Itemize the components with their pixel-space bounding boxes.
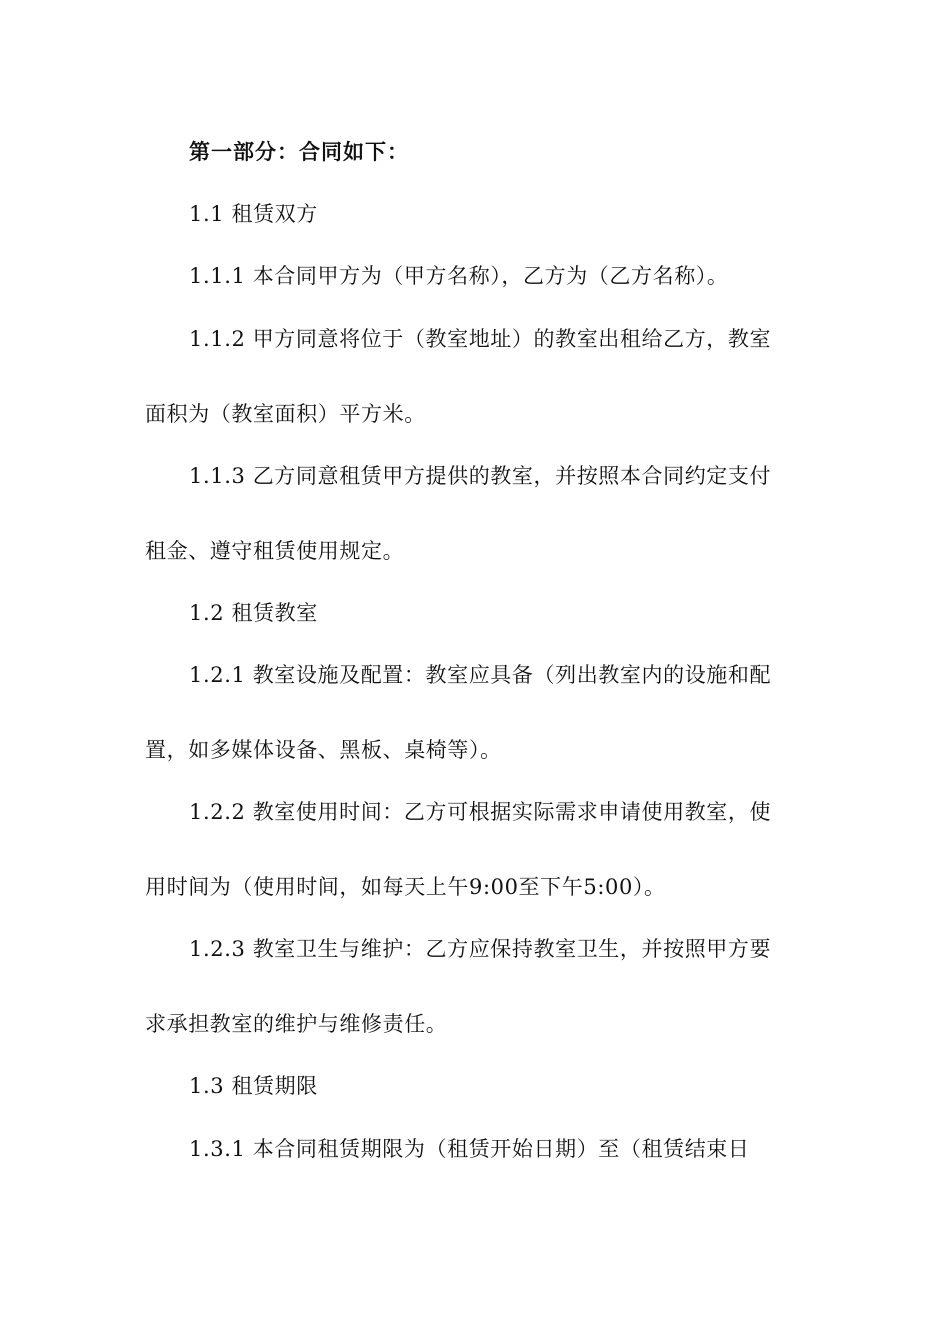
clause-1-2-1-cont: 置，如多媒体设备、黑板、桌椅等）。 [145,738,502,762]
clause-1-2-3: 1.2.3 教室卫生与维护：乙方应保持教室卫生，并按照甲方要 [189,937,772,961]
clause-1-3-1: 1.3.1 本合同租赁期限为（租赁开始日期）至（租赁结束日 [189,1137,750,1161]
clause-1-1-1: 1.1.1 本合同甲方为（甲方名称），乙方为（乙方名称）。 [189,264,729,288]
clause-1-2-2: 1.2.2 教室使用时间：乙方可根据实际需求申请使用教室，使 [189,800,772,824]
clause-1-2-3-cont: 求承担教室的维护与维修责任。 [145,1012,448,1036]
clause-1-1: 1.1 租赁双方 [189,202,318,226]
clause-1-2-1: 1.2.1 教室设施及配置：教室应具备（列出教室内的设施和配 [189,663,772,687]
section-heading: 第一部分：合同如下： [189,139,409,164]
clause-1-1-2: 1.1.2 甲方同意将位于（教室地址）的教室出租给乙方，教室 [189,327,772,351]
clause-1-1-3: 1.1.3 乙方同意租赁甲方提供的教室，并按照本合同约定支付 [189,464,772,488]
clause-1-1-3-cont: 租金、遵守租赁使用规定。 [145,539,405,563]
clause-1-1-2-cont: 面积为（教室面积）平方米。 [145,402,426,426]
clause-1-2: 1.2 租赁教室 [189,601,318,625]
clause-1-3: 1.3 租赁期限 [189,1074,318,1098]
clause-1-2-2-cont: 用时间为（使用时间，如每天上午9:00至下午5:00）。 [145,875,666,899]
